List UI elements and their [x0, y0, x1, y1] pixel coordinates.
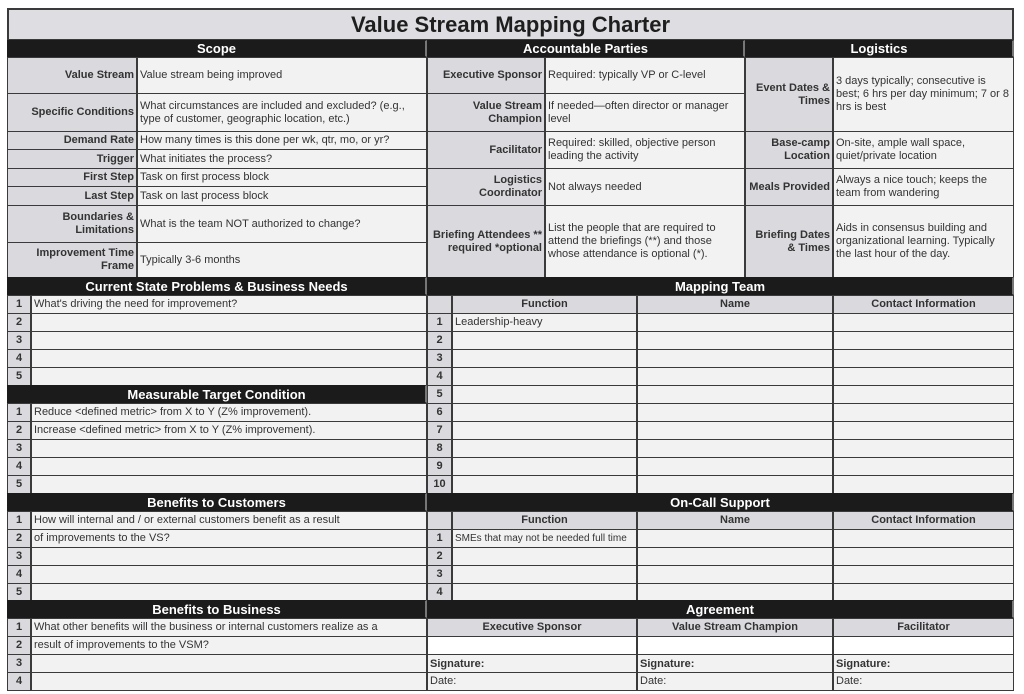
- mapping-team-contact-cell[interactable]: [833, 439, 1014, 458]
- section-header-on-call-support: On-Call Support: [427, 493, 1014, 511]
- mapping-team-contact-cell[interactable]: [833, 421, 1014, 440]
- accountable-party-value[interactable]: List the people that are required to attend the briefings (**) and those whose attendance is optional (*).: [545, 205, 745, 278]
- accountable-party-label: Briefing Attendees ** required *optional: [427, 205, 545, 278]
- row-number: 4: [427, 583, 452, 602]
- accountable-party-value[interactable]: If needed—often director or manager level: [545, 93, 745, 132]
- mapping-team-function-cell[interactable]: [452, 403, 637, 422]
- row-number: 4: [7, 457, 31, 476]
- logistics-field-value[interactable]: 3 days typically; consecutive is best; 6 hrs per day minimum; 7 or 8 hrs is best: [833, 57, 1014, 132]
- mapping-team-name-cell[interactable]: [637, 331, 833, 350]
- row-number: 2: [427, 547, 452, 566]
- column-header-contact-information: Contact Information: [833, 511, 1014, 530]
- mapping-team-contact-cell[interactable]: [833, 457, 1014, 476]
- mapping-team-name-cell[interactable]: [637, 439, 833, 458]
- scope-field-label: Improvement Time Frame: [7, 242, 137, 278]
- row-number: 2: [7, 313, 31, 332]
- logistics-field-label: Base-camp Location: [745, 131, 833, 169]
- signature-area-value-stream-champion[interactable]: [637, 636, 833, 655]
- scope-field-value[interactable]: What circumstances are included and excluded? (e.g., type of customer, geographic location, etc.): [137, 93, 427, 132]
- column-header-contact-information: Contact Information: [833, 295, 1014, 314]
- on-call-support-function-cell[interactable]: SMEs that may not be needed full time: [452, 529, 637, 548]
- benefits-to-business-entry[interactable]: [31, 654, 427, 673]
- measurable-target-condition-entry[interactable]: [31, 475, 427, 494]
- benefits-to-customers-entry[interactable]: [31, 565, 427, 584]
- logistics-field-label: Briefing Dates & Times: [745, 205, 833, 278]
- accountable-party-label: Facilitator: [427, 131, 545, 169]
- row-number: 3: [427, 349, 452, 368]
- column-header-number: [427, 511, 452, 530]
- row-number: 2: [7, 421, 31, 440]
- scope-field-label: First Step: [7, 168, 137, 187]
- signature-area-executive-sponsor[interactable]: [427, 636, 637, 655]
- row-number: 1: [7, 618, 31, 637]
- mapping-team-function-cell[interactable]: [452, 385, 637, 404]
- row-number: 1: [427, 313, 452, 332]
- benefits-to-business-entry[interactable]: [31, 672, 427, 691]
- row-number: 5: [427, 385, 452, 404]
- row-number: 4: [7, 672, 31, 691]
- accountable-party-label: Value Stream Champion: [427, 93, 545, 132]
- mapping-team-contact-cell[interactable]: [833, 403, 1014, 422]
- scope-field-label: Trigger: [7, 149, 137, 169]
- logistics-field-value[interactable]: Aids in consensus building and organizational learning. Typically the last hour of the day.: [833, 205, 1014, 278]
- scope-field-value[interactable]: Task on last process block: [137, 186, 427, 206]
- mapping-team-contact-cell[interactable]: [833, 313, 1014, 332]
- row-number: 3: [7, 439, 31, 458]
- accountable-party-value[interactable]: Required: typically VP or C-level: [545, 57, 745, 94]
- current-state-problems-entry[interactable]: What's driving the need for improvement?: [31, 295, 427, 314]
- mapping-team-function-cell[interactable]: [452, 475, 637, 494]
- section-header-measurable-target-condition: Measurable Target Condition: [7, 385, 427, 403]
- column-header-function: Function: [452, 295, 637, 314]
- signature-field-facilitator[interactable]: Signature:: [833, 654, 1014, 673]
- section-header-current-state-problems: Current State Problems & Business Needs: [7, 277, 427, 295]
- mapping-team-name-cell[interactable]: [637, 403, 833, 422]
- date-field-facilitator[interactable]: Date:: [833, 672, 1014, 691]
- scope-field-value[interactable]: What is the team NOT authorized to change?: [137, 205, 427, 243]
- row-number: 5: [7, 583, 31, 602]
- mapping-team-name-cell[interactable]: [637, 421, 833, 440]
- scope-field-value[interactable]: How many times is this done per wk, qtr, mo, or yr?: [137, 131, 427, 150]
- row-number: 2: [7, 636, 31, 655]
- row-number: 5: [7, 475, 31, 494]
- mapping-team-function-cell[interactable]: Leadership-heavy: [452, 313, 637, 332]
- on-call-support-contact-cell[interactable]: [833, 565, 1014, 584]
- section-header-benefits-to-business: Benefits to Business: [7, 600, 427, 618]
- accountable-party-label: Executive Sponsor: [427, 57, 545, 94]
- column-header-name: Name: [637, 511, 833, 530]
- scope-field-value[interactable]: Typically 3-6 months: [137, 242, 427, 278]
- mapping-team-name-cell[interactable]: [637, 367, 833, 386]
- scope-field-value[interactable]: What initiates the process?: [137, 149, 427, 169]
- accountable-party-label: Logistics Coordinator: [427, 168, 545, 206]
- date-field-executive-sponsor[interactable]: Date:: [427, 672, 637, 691]
- current-state-problems-entry[interactable]: [31, 331, 427, 350]
- row-number: 8: [427, 439, 452, 458]
- accountable-party-value[interactable]: Not always needed: [545, 168, 745, 206]
- row-number: 3: [7, 654, 31, 673]
- row-number: 4: [7, 349, 31, 368]
- benefits-to-customers-entry[interactable]: [31, 547, 427, 566]
- mapping-team-name-cell[interactable]: [637, 349, 833, 368]
- scope-field-value[interactable]: Task on first process block: [137, 168, 427, 187]
- measurable-target-condition-entry[interactable]: Increase <defined metric> from X to Y (Z% improvement).: [31, 421, 427, 440]
- column-header-name: Name: [637, 295, 833, 314]
- section-header-benefits-to-customers: Benefits to Customers: [7, 493, 427, 511]
- mapping-team-contact-cell[interactable]: [833, 475, 1014, 494]
- row-number: 10: [427, 475, 452, 494]
- scope-field-label: Specific Conditions: [7, 93, 137, 132]
- row-number: 3: [427, 565, 452, 584]
- section-header-logistics: Logistics: [745, 40, 1014, 57]
- row-number: 7: [427, 421, 452, 440]
- row-number: 4: [7, 565, 31, 584]
- benefits-to-business-entry[interactable]: What other benefits will the business or internal customers realize as a: [31, 618, 427, 637]
- on-call-support-name-cell[interactable]: [637, 565, 833, 584]
- mapping-team-function-cell[interactable]: [452, 367, 637, 386]
- measurable-target-condition-entry[interactable]: Reduce <defined metric> from X to Y (Z% improvement).: [31, 403, 427, 422]
- current-state-problems-entry[interactable]: [31, 349, 427, 368]
- row-number: 3: [7, 331, 31, 350]
- column-header-number: [427, 295, 452, 314]
- on-call-support-name-cell[interactable]: [637, 547, 833, 566]
- page-title: Value Stream Mapping Charter: [7, 8, 1014, 41]
- mapping-team-contact-cell[interactable]: [833, 331, 1014, 350]
- on-call-support-contact-cell[interactable]: [833, 529, 1014, 548]
- agreement-column-facilitator: Facilitator: [833, 618, 1014, 637]
- row-number: 5: [7, 367, 31, 386]
- date-field-value-stream-champion[interactable]: Date:: [637, 672, 833, 691]
- signature-field-executive-sponsor[interactable]: Signature:: [427, 654, 637, 673]
- section-header-mapping-team: Mapping Team: [427, 277, 1014, 295]
- row-number: 1: [7, 295, 31, 314]
- row-number: 4: [427, 367, 452, 386]
- row-number: 6: [427, 403, 452, 422]
- mapping-team-function-cell[interactable]: [452, 439, 637, 458]
- mapping-team-name-cell[interactable]: [637, 313, 833, 332]
- mapping-team-function-cell[interactable]: [452, 331, 637, 350]
- logistics-field-value[interactable]: Always a nice touch; keeps the team from wandering: [833, 168, 1014, 206]
- accountable-party-value[interactable]: Required: skilled, objective person leading the activity: [545, 131, 745, 169]
- scope-field-label: Boundaries & Limitations: [7, 205, 137, 243]
- measurable-target-condition-entry[interactable]: [31, 457, 427, 476]
- section-header-accountable-parties: Accountable Parties: [427, 40, 745, 57]
- logistics-field-label: Event Dates & Times: [745, 57, 833, 132]
- scope-field-label: Last Step: [7, 186, 137, 206]
- mapping-team-function-cell[interactable]: [452, 349, 637, 368]
- on-call-support-contact-cell[interactable]: [833, 547, 1014, 566]
- row-number: 1: [427, 529, 452, 548]
- on-call-support-function-cell[interactable]: [452, 565, 637, 584]
- mapping-team-name-cell[interactable]: [637, 457, 833, 476]
- mapping-team-name-cell[interactable]: [637, 385, 833, 404]
- agreement-column-value-stream-champion: Value Stream Champion: [637, 618, 833, 637]
- row-number: 1: [7, 511, 31, 530]
- benefits-to-customers-entry[interactable]: How will internal and / or external customers benefit as a result: [31, 511, 427, 530]
- logistics-field-value[interactable]: On-site, ample wall space, quiet/private location: [833, 131, 1014, 169]
- mapping-team-function-cell[interactable]: [452, 457, 637, 476]
- section-header-agreement: Agreement: [427, 600, 1014, 618]
- scope-field-label: Value Stream: [7, 57, 137, 94]
- mapping-team-contact-cell[interactable]: [833, 367, 1014, 386]
- benefits-to-customers-entry[interactable]: of improvements to the VS?: [31, 529, 427, 548]
- mapping-team-contact-cell[interactable]: [833, 385, 1014, 404]
- measurable-target-condition-entry[interactable]: [31, 439, 427, 458]
- row-number: 2: [7, 529, 31, 548]
- row-number: 1: [7, 403, 31, 422]
- section-header-scope: Scope: [7, 40, 427, 57]
- mapping-team-name-cell[interactable]: [637, 475, 833, 494]
- mapping-team-function-cell[interactable]: [452, 421, 637, 440]
- signature-field-value-stream-champion[interactable]: Signature:: [637, 654, 833, 673]
- scope-field-value[interactable]: Value stream being improved: [137, 57, 427, 94]
- benefits-to-business-entry[interactable]: result of improvements to the VSM?: [31, 636, 427, 655]
- current-state-problems-entry[interactable]: [31, 367, 427, 386]
- row-number: 2: [427, 331, 452, 350]
- on-call-support-function-cell[interactable]: [452, 547, 637, 566]
- row-number: 9: [427, 457, 452, 476]
- current-state-problems-entry[interactable]: [31, 313, 427, 332]
- column-header-function: Function: [452, 511, 637, 530]
- logistics-field-label: Meals Provided: [745, 168, 833, 206]
- signature-area-facilitator[interactable]: [833, 636, 1014, 655]
- mapping-team-contact-cell[interactable]: [833, 349, 1014, 368]
- row-number: 3: [7, 547, 31, 566]
- scope-field-label: Demand Rate: [7, 131, 137, 150]
- on-call-support-name-cell[interactable]: [637, 529, 833, 548]
- agreement-column-executive-sponsor: Executive Sponsor: [427, 618, 637, 637]
